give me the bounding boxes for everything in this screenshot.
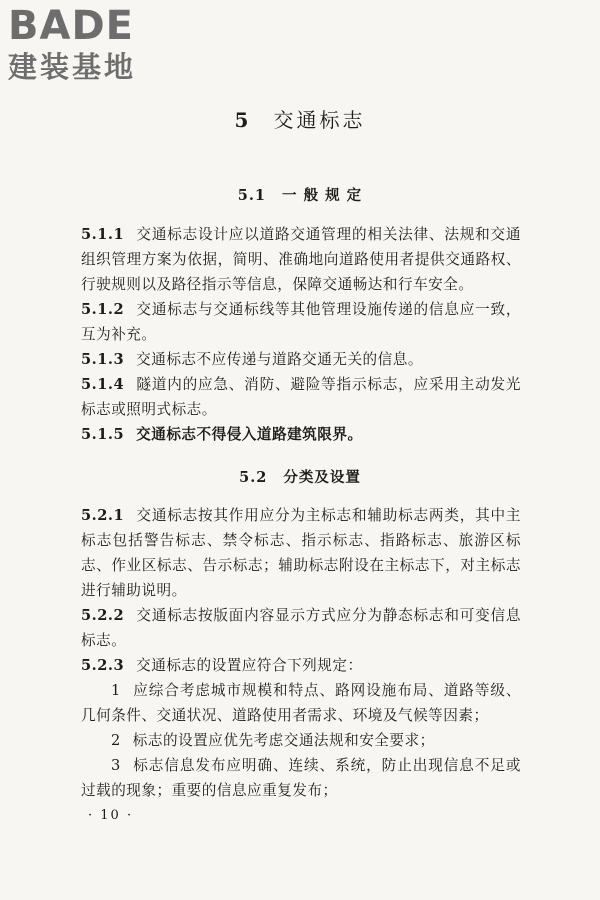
clause-number: 5.1.1 — [81, 226, 125, 243]
bade-logo — [8, 4, 178, 86]
clause-5-1-1 — [81, 222, 521, 297]
item-number: 2 — [111, 732, 121, 749]
clause-5-1-2 — [81, 297, 521, 347]
clause-number: 5.1.2 — [81, 301, 125, 318]
page-number: · 10 · — [88, 808, 134, 823]
item-text: 标志的设置应优先考虑交通法规和安全要求； — [132, 732, 435, 749]
section-5-2-body — [81, 503, 521, 803]
section-title-text: 分类及设置 — [283, 469, 361, 486]
logo-wordmark: BADE — [8, 3, 134, 49]
clause-5-2-3 — [81, 653, 521, 678]
clause-5-2-1 — [81, 503, 521, 603]
clause-5-2-2 — [81, 603, 521, 653]
item-text: 应综合考虑城市规模和特点、路网设施布局、道路等级、几何条件、交通状况、道路使用者需求、环境及气候等因素； — [81, 682, 521, 724]
section-number: 5.1 — [237, 187, 267, 204]
clause-5-1-4 — [81, 372, 521, 422]
clause-5-1-3 — [81, 347, 521, 372]
list-item-2 — [81, 728, 521, 753]
section-number: 5.2 — [239, 469, 268, 486]
chapter-title — [0, 106, 600, 134]
clause-number: 5.1.4 — [81, 376, 125, 393]
clause-text: 交通标志的设置应符合下列规定： — [136, 657, 363, 674]
logo-subtitle: 建装基地 — [8, 50, 137, 84]
clause-text: 交通标志按其作用应分为主标志和辅助标志两类，其中主标志包括警告标志、禁令标志、指示标志、指路标志、旅游区标志、作业区标志、告示标志；辅助标志附设在主标志下，对主标志进行辅助说明。 — [81, 507, 521, 599]
clause-text: 交通标志设计应以道路交通管理的相关法律、法规和交通组织管理方案为依据，简明、准确地向道路使用者提供交通路权、行驶规则以及路径指示等信息，保障交通畅达和行车安全。 — [81, 226, 521, 293]
chapter-title-text: 交通标志 — [273, 108, 366, 132]
clause-text: 交通标志按版面内容显示方式应分为静态标志和可变信息标志。 — [81, 607, 521, 649]
section-heading-5-2 — [0, 466, 600, 487]
clause-text: 交通标志与交通标线等其他管理设施传递的信息应一致，互为补充。 — [81, 301, 521, 343]
clause-number: 5.2.1 — [81, 507, 125, 524]
list-item-1 — [81, 678, 521, 728]
item-text: 标志信息发布应明确、连续、系统，防止出现信息不足或过载的现象；重要的信息应重复发布； — [81, 757, 521, 799]
list-item-3 — [81, 753, 521, 803]
clause-5-1-5 — [81, 422, 521, 447]
chapter-number: 5 — [234, 108, 252, 132]
clause-text: 交通标志不得侵入道路建筑限界。 — [136, 426, 363, 443]
clause-text: 隧道内的应急、消防、避险等指示标志，应采用主动发光标志或照明式标志。 — [81, 376, 521, 418]
clause-number: 5.2.3 — [81, 657, 125, 674]
clause-number: 5.1.5 — [81, 426, 125, 443]
clause-number: 5.1.3 — [81, 351, 125, 368]
section-heading-5-1 — [0, 184, 600, 205]
clause-number: 5.2.2 — [81, 607, 125, 624]
section-5-1-body — [81, 222, 521, 447]
item-number: 1 — [111, 682, 121, 699]
clause-text: 交通标志不应传递与道路交通无关的信息。 — [136, 351, 423, 368]
item-number: 3 — [111, 757, 121, 774]
section-title-text: 一 般 规 定 — [282, 187, 363, 204]
